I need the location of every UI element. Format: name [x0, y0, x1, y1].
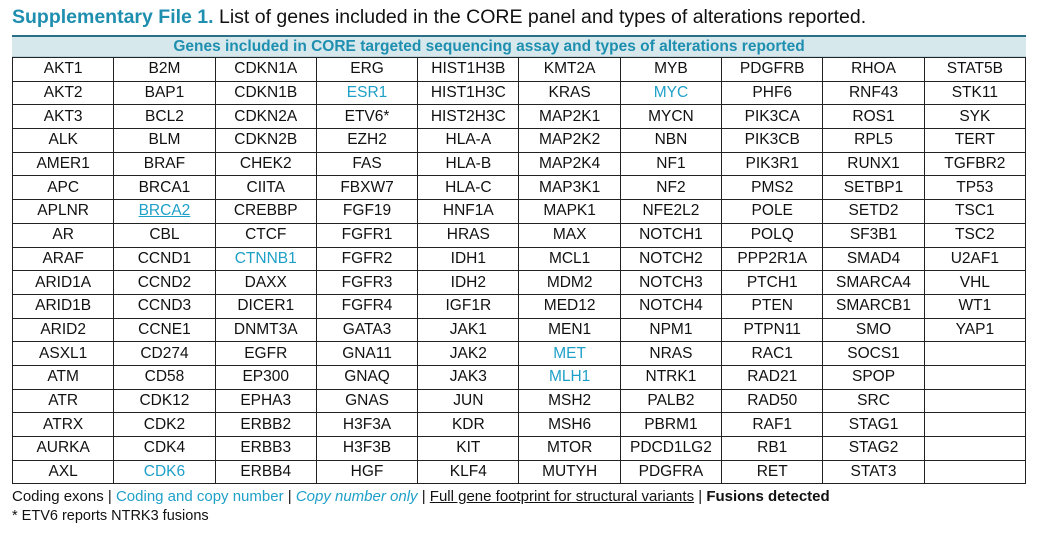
- gene-cell: PTEN: [722, 294, 823, 318]
- gene-cell: APLNR: [13, 200, 114, 224]
- gene-cell: [924, 365, 1025, 389]
- gene-cell: KDR: [418, 413, 519, 437]
- gene-cell: SMAD4: [823, 247, 924, 271]
- gene-cell: U2AF1: [924, 247, 1025, 271]
- gene-cell: MAX: [519, 223, 620, 247]
- gene-cell: BAP1: [114, 81, 215, 105]
- gene-cell: RAC1: [722, 342, 823, 366]
- gene-cell: SPOP: [823, 365, 924, 389]
- gene-cell: NTRK1: [620, 365, 721, 389]
- gene-cell: MAP2K1: [519, 105, 620, 129]
- gene-cell: AR: [13, 223, 114, 247]
- gene-cell: STAT3: [823, 460, 924, 484]
- gene-cell: AURKA: [13, 437, 114, 461]
- gene-cell: PMS2: [722, 176, 823, 200]
- legend: [12, 488, 830, 505]
- gene-cell: [924, 389, 1025, 413]
- gene-cell: PIK3CA: [722, 105, 823, 129]
- gene-cell: MYCN: [620, 105, 721, 129]
- gene-cell: RAF1: [722, 413, 823, 437]
- gene-cell: NOTCH1: [620, 223, 721, 247]
- gene-cell: CDK12: [114, 389, 215, 413]
- gene-cell: IDH1: [418, 247, 519, 271]
- gene-cell: CBL: [114, 223, 215, 247]
- table-row: [13, 318, 1026, 342]
- gene-cell: WT1: [924, 294, 1025, 318]
- gene-cell: H3F3A: [316, 413, 417, 437]
- gene-cell: ARID1B: [13, 294, 114, 318]
- gene-cell: TGFBR2: [924, 152, 1025, 176]
- gene-cell: MAPK1: [519, 200, 620, 224]
- gene-cell: NPM1: [620, 318, 721, 342]
- gene-cell: KLF4: [418, 460, 519, 484]
- gene-cell: CD274: [114, 342, 215, 366]
- table-row: [13, 365, 1026, 389]
- footnote: * ETV6 reports NTRK3 fusions: [12, 508, 209, 524]
- gene-cell: KIT: [418, 437, 519, 461]
- gene-cell: CTNNB1: [215, 247, 316, 271]
- gene-cell: EP300: [215, 365, 316, 389]
- gene-cell: ERBB3: [215, 437, 316, 461]
- gene-cell: SETD2: [823, 200, 924, 224]
- table-row: [13, 129, 1026, 153]
- gene-cell: NF2: [620, 176, 721, 200]
- gene-cell: TSC1: [924, 200, 1025, 224]
- gene-cell: YAP1: [924, 318, 1025, 342]
- gene-cell: ARID2: [13, 318, 114, 342]
- gene-cell: MUTYH: [519, 460, 620, 484]
- gene-cell: IDH2: [418, 271, 519, 295]
- gene-cell: JAK1: [418, 318, 519, 342]
- gene-cell: POLE: [722, 200, 823, 224]
- legend-sep: |: [103, 488, 116, 505]
- gene-cell: JUN: [418, 389, 519, 413]
- title-lead: Supplementary File 1.: [12, 6, 214, 28]
- gene-cell: CDKN2B: [215, 129, 316, 153]
- gene-cell: HNF1A: [418, 200, 519, 224]
- gene-cell: B2M: [114, 58, 215, 82]
- gene-cell: BRAF: [114, 152, 215, 176]
- gene-cell: RPL5: [823, 129, 924, 153]
- gene-cell: IGF1R: [418, 294, 519, 318]
- gene-cell: CCND1: [114, 247, 215, 271]
- gene-cell: ARAF: [13, 247, 114, 271]
- gene-cell: STAG1: [823, 413, 924, 437]
- gene-cell: MAP2K2: [519, 129, 620, 153]
- gene-cell: JAK3: [418, 365, 519, 389]
- gene-cell: STAT5B: [924, 58, 1025, 82]
- legend-cn-only: Copy number only: [295, 488, 418, 505]
- gene-cell: PDCD1LG2: [620, 437, 721, 461]
- gene-cell: HLA-B: [418, 152, 519, 176]
- gene-cell: [924, 413, 1025, 437]
- gene-cell: ROS1: [823, 105, 924, 129]
- gene-cell: FAS: [316, 152, 417, 176]
- gene-cell: DAXX: [215, 271, 316, 295]
- legend-sep: |: [694, 488, 707, 505]
- gene-cell: PDGFRB: [722, 58, 823, 82]
- table-row: [13, 200, 1026, 224]
- gene-cell: FGF19: [316, 200, 417, 224]
- gene-cell: ESR1: [316, 81, 417, 105]
- gene-cell: ETV6*: [316, 105, 417, 129]
- gene-cell: [924, 342, 1025, 366]
- legend-fusions: Fusions detected: [706, 488, 830, 505]
- gene-cell: PDGFRA: [620, 460, 721, 484]
- table-row: [13, 413, 1026, 437]
- table-row: [13, 389, 1026, 413]
- gene-cell: RHOA: [823, 58, 924, 82]
- gene-cell: JAK2: [418, 342, 519, 366]
- gene-cell: PIK3R1: [722, 152, 823, 176]
- gene-cell: MAP3K1: [519, 176, 620, 200]
- gene-cell: CDK2: [114, 413, 215, 437]
- gene-cell: AKT2: [13, 81, 114, 105]
- gene-cell: PHF6: [722, 81, 823, 105]
- gene-cell: NF1: [620, 152, 721, 176]
- legend-sep: |: [283, 488, 296, 505]
- gene-cell: MEN1: [519, 318, 620, 342]
- banner-text: Genes included in CORE targeted sequencing assay and types of alterations reported: [173, 38, 805, 55]
- gene-cell: GATA3: [316, 318, 417, 342]
- gene-cell: ERBB2: [215, 413, 316, 437]
- gene-cell: RB1: [722, 437, 823, 461]
- gene-cell: PBRM1: [620, 413, 721, 437]
- table-row: [13, 437, 1026, 461]
- gene-cell: AKT3: [13, 105, 114, 129]
- gene-cell: CD58: [114, 365, 215, 389]
- gene-cell: TP53: [924, 176, 1025, 200]
- gene-cell: RET: [722, 460, 823, 484]
- gene-cell: HIST2H3C: [418, 105, 519, 129]
- gene-cell: SMARCA4: [823, 271, 924, 295]
- gene-cell: STAG2: [823, 437, 924, 461]
- gene-cell: SETBP1: [823, 176, 924, 200]
- gene-cell: CCND3: [114, 294, 215, 318]
- gene-cell: MET: [519, 342, 620, 366]
- gene-cell: ARID1A: [13, 271, 114, 295]
- gene-cell: PTPN11: [722, 318, 823, 342]
- gene-cell: FGFR2: [316, 247, 417, 271]
- gene-cell: ATM: [13, 365, 114, 389]
- gene-cell: MYC: [620, 81, 721, 105]
- table-row: [13, 223, 1026, 247]
- gene-cell: TSC2: [924, 223, 1025, 247]
- gene-cell: FGFR4: [316, 294, 417, 318]
- table-row: [13, 81, 1026, 105]
- gene-cell: CCNE1: [114, 318, 215, 342]
- gene-cell: CCND2: [114, 271, 215, 295]
- gene-cell: FGFR3: [316, 271, 417, 295]
- gene-cell: MDM2: [519, 271, 620, 295]
- gene-cell: PTCH1: [722, 271, 823, 295]
- gene-cell: HRAS: [418, 223, 519, 247]
- gene-cell: NRAS: [620, 342, 721, 366]
- gene-cell: FBXW7: [316, 176, 417, 200]
- gene-cell: FGFR1: [316, 223, 417, 247]
- gene-cell: BRCA2: [114, 200, 215, 224]
- gene-cell: [924, 460, 1025, 484]
- gene-cell: CDK4: [114, 437, 215, 461]
- gene-cell: APC: [13, 176, 114, 200]
- gene-cell: NBN: [620, 129, 721, 153]
- gene-cell: AMER1: [13, 152, 114, 176]
- gene-cell: HIST1H3C: [418, 81, 519, 105]
- gene-cell: CDKN2A: [215, 105, 316, 129]
- gene-cell: MLH1: [519, 365, 620, 389]
- gene-cell: GNAS: [316, 389, 417, 413]
- gene-cell: HIST1H3B: [418, 58, 519, 82]
- legend-full-footprint: Full gene footprint for structural variants: [429, 488, 695, 505]
- gene-cell: GNAQ: [316, 365, 417, 389]
- gene-cell: PALB2: [620, 389, 721, 413]
- table-row: [13, 58, 1026, 82]
- gene-cell: SMARCB1: [823, 294, 924, 318]
- gene-cell: POLQ: [722, 223, 823, 247]
- gene-cell: STK11: [924, 81, 1025, 105]
- gene-cell: EPHA3: [215, 389, 316, 413]
- gene-cell: SOCS1: [823, 342, 924, 366]
- gene-cell: CTCF: [215, 223, 316, 247]
- gene-cell: ERBB4: [215, 460, 316, 484]
- gene-cell: H3F3B: [316, 437, 417, 461]
- gene-cell: RAD50: [722, 389, 823, 413]
- gene-cell: GNA11: [316, 342, 417, 366]
- gene-cell: RAD21: [722, 365, 823, 389]
- legend-coding: Coding exons: [12, 488, 104, 505]
- legend-sep: |: [417, 488, 430, 505]
- gene-cell: BCL2: [114, 105, 215, 129]
- gene-cell: NOTCH2: [620, 247, 721, 271]
- page-title: [12, 6, 866, 29]
- gene-cell: PIK3CB: [722, 129, 823, 153]
- legend-coding-cn: Coding and copy number: [115, 488, 284, 505]
- gene-cell: SYK: [924, 105, 1025, 129]
- table-banner: [12, 35, 1026, 57]
- gene-cell: MTOR: [519, 437, 620, 461]
- table-row: [13, 152, 1026, 176]
- gene-cell: SRC: [823, 389, 924, 413]
- gene-cell: CIITA: [215, 176, 316, 200]
- gene-cell: MSH2: [519, 389, 620, 413]
- table-row: [13, 105, 1026, 129]
- gene-cell: BLM: [114, 129, 215, 153]
- gene-cell: TERT: [924, 129, 1025, 153]
- gene-cell: MED12: [519, 294, 620, 318]
- gene-cell: HLA-A: [418, 129, 519, 153]
- gene-cell: ERG: [316, 58, 417, 82]
- gene-cell: DICER1: [215, 294, 316, 318]
- gene-cell: CDK6: [114, 460, 215, 484]
- gene-cell: HLA-C: [418, 176, 519, 200]
- table-row: [13, 176, 1026, 200]
- gene-cell: HGF: [316, 460, 417, 484]
- gene-cell: CDKN1A: [215, 58, 316, 82]
- gene-cell: SF3B1: [823, 223, 924, 247]
- gene-cell: NOTCH4: [620, 294, 721, 318]
- table-row: [13, 271, 1026, 295]
- gene-cell: MYB: [620, 58, 721, 82]
- table-row: [13, 247, 1026, 271]
- gene-cell: RNF43: [823, 81, 924, 105]
- gene-cell: KRAS: [519, 81, 620, 105]
- gene-cell: EZH2: [316, 129, 417, 153]
- gene-cell: NOTCH3: [620, 271, 721, 295]
- gene-cell: NFE2L2: [620, 200, 721, 224]
- gene-cell: CHEK2: [215, 152, 316, 176]
- gene-cell: MAP2K4: [519, 152, 620, 176]
- gene-cell: PPP2R1A: [722, 247, 823, 271]
- gene-cell: ATRX: [13, 413, 114, 437]
- gene-cell: [924, 437, 1025, 461]
- gene-cell: DNMT3A: [215, 318, 316, 342]
- gene-cell: RUNX1: [823, 152, 924, 176]
- gene-cell: MSH6: [519, 413, 620, 437]
- gene-cell: KMT2A: [519, 58, 620, 82]
- gene-table: [12, 57, 1026, 484]
- table-row: [13, 342, 1026, 366]
- gene-cell: BRCA1: [114, 176, 215, 200]
- gene-cell: ATR: [13, 389, 114, 413]
- gene-cell: ALK: [13, 129, 114, 153]
- gene-cell: ASXL1: [13, 342, 114, 366]
- gene-cell: CDKN1B: [215, 81, 316, 105]
- gene-cell: AXL: [13, 460, 114, 484]
- gene-cell: SMO: [823, 318, 924, 342]
- table-row: [13, 460, 1026, 484]
- gene-cell: VHL: [924, 271, 1025, 295]
- gene-cell: EGFR: [215, 342, 316, 366]
- gene-cell: AKT1: [13, 58, 114, 82]
- gene-cell: MCL1: [519, 247, 620, 271]
- title-text: List of genes included in the CORE panel and types of alterations reported.: [213, 6, 867, 28]
- gene-cell: CREBBP: [215, 200, 316, 224]
- table-row: [13, 294, 1026, 318]
